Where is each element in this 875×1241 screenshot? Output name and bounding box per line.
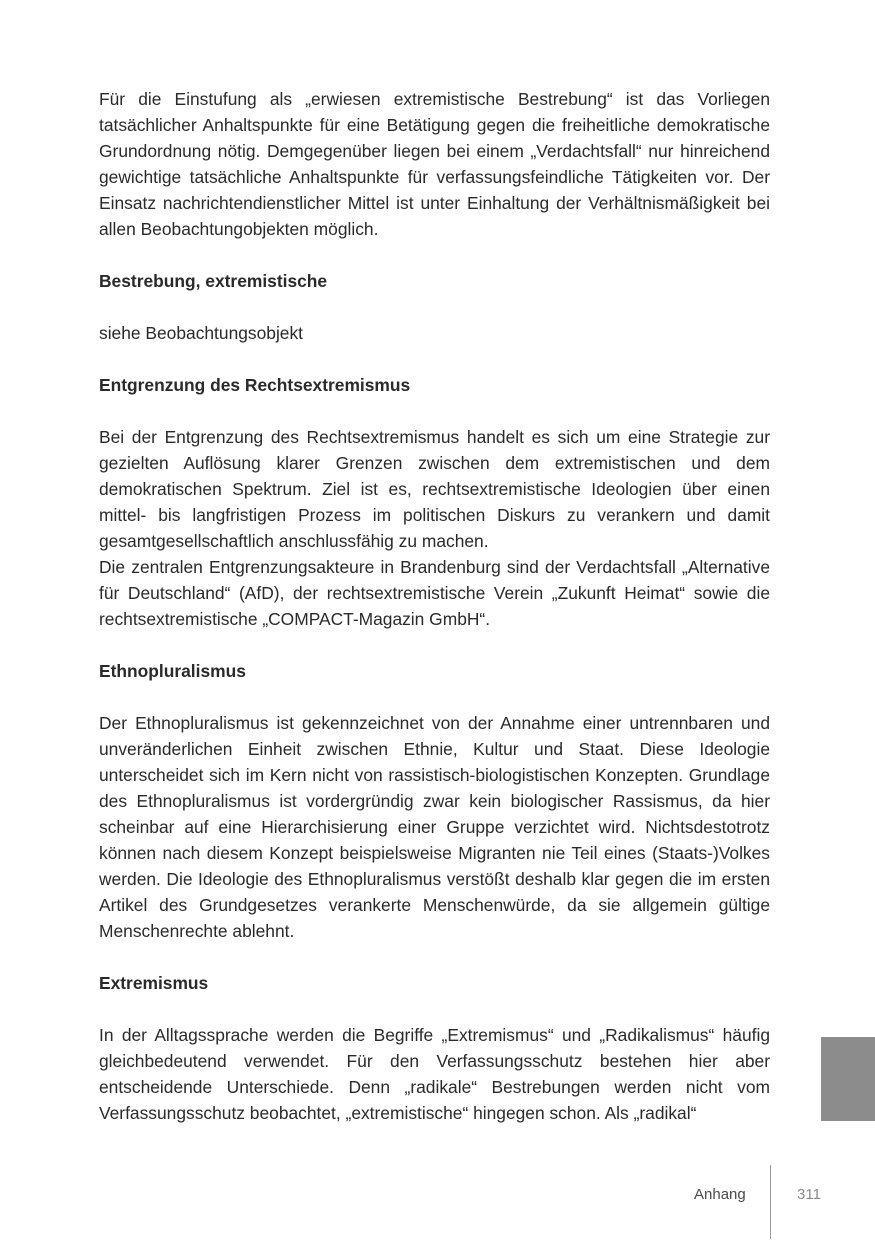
bestrebung-reference: siehe Beobachtungsobjekt [99, 323, 304, 343]
heading-entgrenzung: Entgrenzung des Rechtsextremismus [99, 375, 411, 395]
heading-extremismus: Extremismus [99, 973, 209, 993]
heading-bestrebung: Bestrebung, extremistische [99, 271, 328, 291]
entgrenzung-paragraph-2: Die zentralen Entgrenzungsakteure in Brandenburg sind der Verdachtsfall „Alternative für Deutschland“ (AfD), der rechtsextremistische Verein „Zukunft Heimat“ sowie die rechtsextremistische „COMPACT-Magazin GmbH“. [99, 557, 770, 629]
extremismus-paragraph: In der Alltagssprache werden die Begriffe „Extremismus“ und „Radikalismus“ häufig gleichbedeutend verwendet. Für den Verfassungsschutz bestehen hier aber entscheidende Unterschiede. Denn „radikale“ Bestrebungen werden nicht vom Verfassungsschutz beobachtet, „extremistische“ hingegen schon. Als „radikal“ [99, 1025, 770, 1123]
intro-paragraph: Für die Einstufung als „erwiesen extremistische Bestrebung“ ist das Vorliegen tatsächlicher Anhaltspunkte für eine Betätigung gegen die freiheitliche demokratische Grundordnung nötig. Demgegenüber liegen bei einem „Verdachtsfall“ nur hinreichend gewichtige tatsächliche Anhaltspunkte für verfassungsfeindliche Tätigkeiten vor. Der Einsatz nachrichtendienstlicher Mittel ist unter Einhaltung der Verhältnismäßigkeit bei allen Beobachtungobjekten möglich. [99, 89, 770, 239]
footer-section-label: Anhang [694, 1186, 746, 1203]
page-body [99, 86, 770, 1126]
page-number: 311 [797, 1186, 821, 1203]
chapter-tab-marker [821, 1037, 875, 1121]
ethnopluralismus-paragraph: Der Ethnopluralismus ist gekennzeichnet von der Annahme einer untrennbaren und unveränderlichen Einheit zwischen Ethnie, Kultur und Staat. Diese Ideologie unterscheidet sich im Kern nicht von rassistisch-biologistischen Konzepten. Grundlage des Ethnopluralismus ist vordergründig zwar kein biologischer Rassismus, da hier scheinbar auf eine Hierarchisierung einer Gruppe verzichtet wird. Nichtsdestotrotz können nach diesem Konzept beispielsweise Migranten nie Teil eines (Staats-)Volkes werden. Die Ideologie des Ethnopluralismus verstößt deshalb klar gegen die im ersten Artikel des Grundgesetzes verankerte Menschenwürde, da sie allgemein gültige Menschenrechte ablehnt. [99, 713, 770, 941]
entgrenzung-paragraph-1: Bei der Entgrenzung des Rechtsextremismus handelt es sich um eine Strategie zur gezielten Auflösung klarer Grenzen zwischen dem extremistischen und dem demokratischen Spektrum. Ziel ist es, rechtsextremistische Ideologien über einen mittel- bis langfristigen Prozess im politischen Diskurs zu verankern und damit gesamtgesellschaftlich anschlussfähig zu machen. [99, 427, 770, 551]
footer-divider [770, 1165, 771, 1239]
heading-ethnopluralismus: Ethnopluralismus [99, 661, 246, 681]
